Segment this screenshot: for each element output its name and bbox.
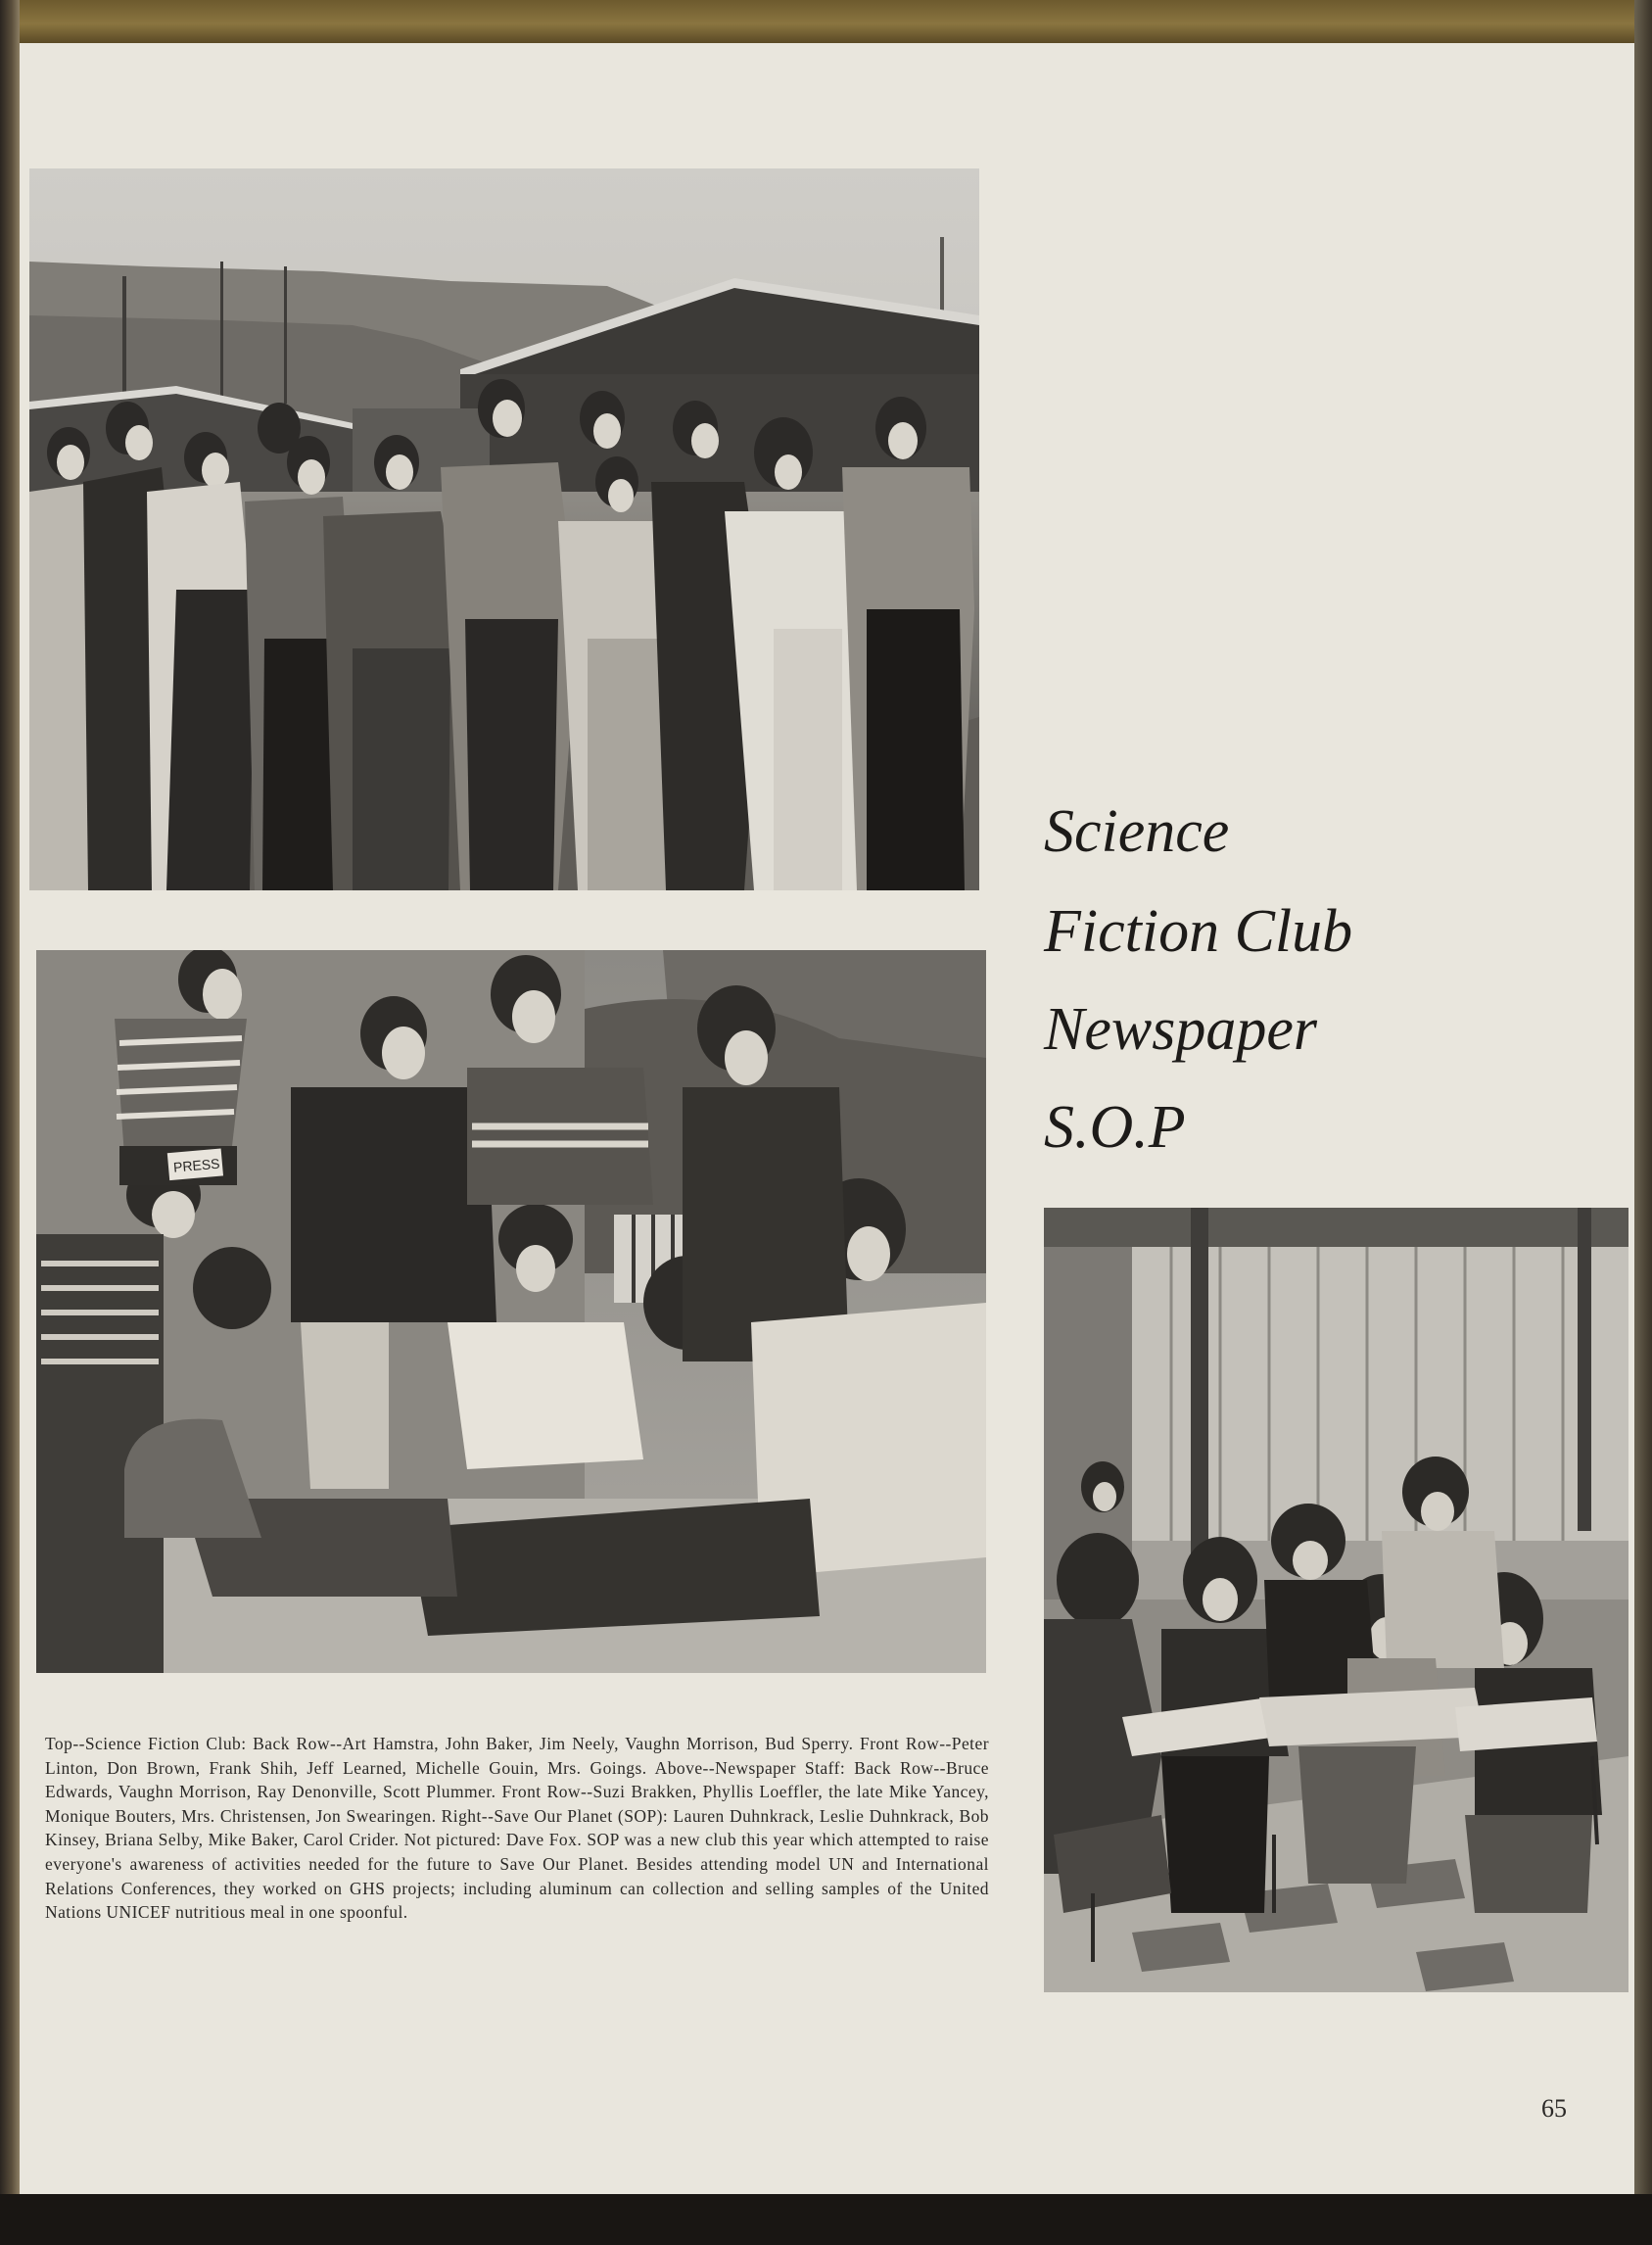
heading-newspaper: Newspaper (1044, 996, 1317, 1063)
page-number: 65 (1541, 2094, 1567, 2123)
newspaper-staff-photo (36, 950, 986, 1673)
scan-top-edge (0, 0, 1652, 43)
save-our-planet-photo (1044, 1208, 1628, 1992)
science-fiction-club-photo (29, 168, 979, 890)
scan-left-edge (0, 0, 20, 2245)
scan-bottom-edge (0, 2194, 1652, 2245)
heading-sop: S.O.P (1044, 1094, 1186, 1161)
save-our-planet-photo-image (1044, 1208, 1628, 1992)
scan-right-edge (1634, 0, 1652, 2245)
press-hat-label: PRESS (172, 1155, 221, 1175)
heading-fiction-club: Fiction Club (1044, 898, 1353, 965)
photo-caption: Top--Science Fiction Club: Back Row--Art Hamstra, John Baker, Jim Neely, Vaughn Morrison, Bud Sperry. Front Row--Peter Linton, Don Brown, Frank Shih, Jeff Learned, Michelle Gouin, Mrs. Goings. Above--Newspaper Staff: Back Row--Bruce Edwards, Vaughn Morrison, Ray Denonville, Scott Plummer. Front Row--Suzi Brakken, Phyllis Loeffler, the late Mike Yancey, Monique Bouters, Mrs. Christensen, Jon Swearingen. Right--Save Our Planet (SOP): Lauren Duhnkrack, Leslie Duhnkrack, Bob Kinsey, Briana Selby, Mike Baker, Carol Crider. Not pictured: Dave Fox. SOP was a new club this year which attempted to raise everyone's awareness of activities needed for the future to Save Our Planet. Besides attending model UN and International Relations Conferences, they worked on GHS projects; including aluminum can collection and selling samples of the United Nations UNICEF nutritious meal in one spoonful. (45, 1734, 989, 1923)
newspaper-staff-photo-image (36, 950, 986, 1673)
heading-science: Science (1044, 798, 1230, 865)
science-fiction-club-photo-image (29, 168, 979, 890)
